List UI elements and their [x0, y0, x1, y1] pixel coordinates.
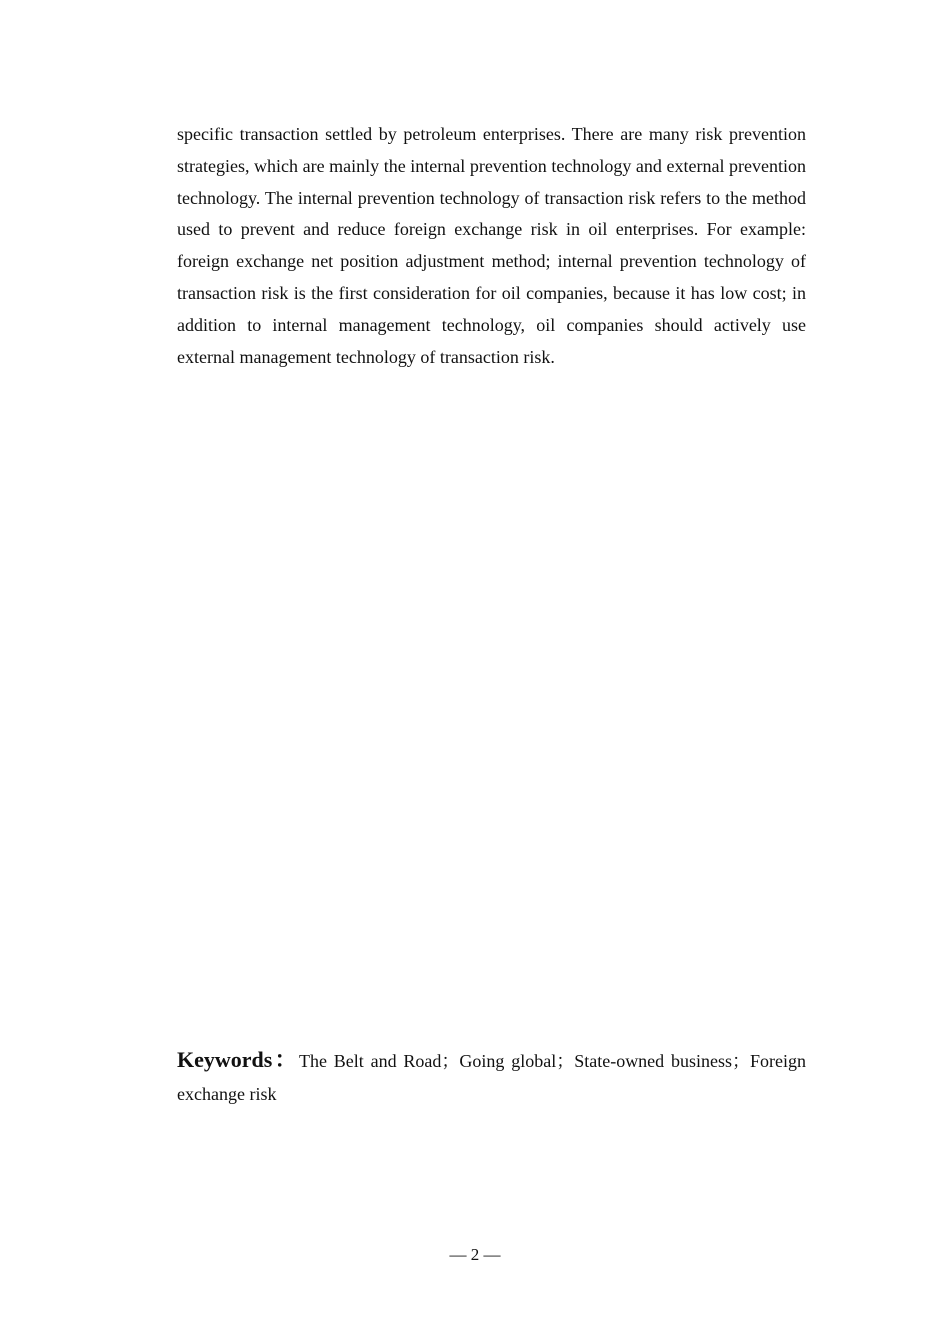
page-number: — 2 —	[449, 1245, 501, 1264]
keywords-label: Keywords：	[177, 1047, 299, 1072]
keywords-block	[177, 1043, 806, 1111]
keywords-text: The Belt and Road；Going global；State-owned business；Foreign exchange risk	[177, 1051, 806, 1104]
body-paragraph: specific transaction settled by petroleum enterprises. There are many risk prevention strategies, which are mainly the internal prevention technology and external prevention technology. The internal prevention technology of transaction risk refers to the method used to prevent and reduce foreign exchange risk in oil enterprises. For example: foreign exchange net position adjustment method; internal prevention technology of transaction risk is the first consideration for oil companies, because it has low cost; in addition to internal management technology, oil companies should actively use external management technology of transaction risk.	[177, 124, 806, 367]
